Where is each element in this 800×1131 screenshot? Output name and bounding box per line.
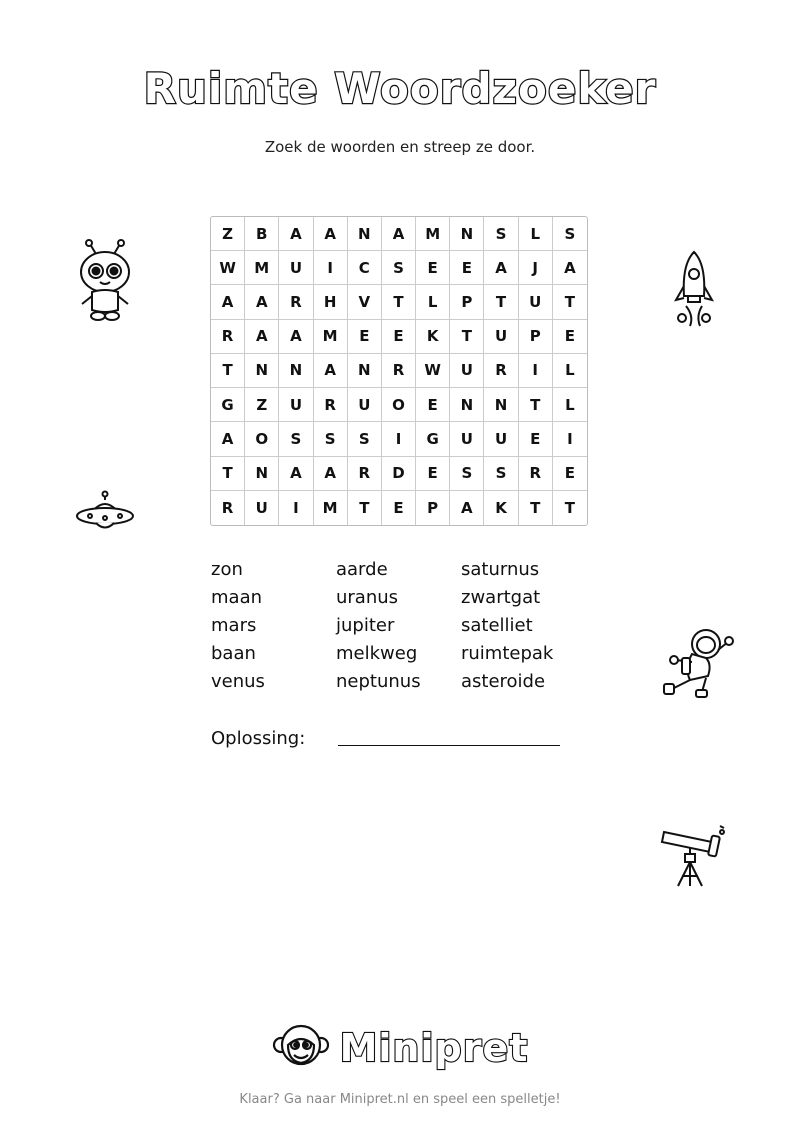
grid-cell[interactable]: M (416, 217, 450, 251)
grid-cell[interactable]: A (279, 217, 313, 251)
ufo-icon (74, 490, 136, 538)
grid-cell[interactable]: S (484, 457, 518, 491)
grid-cell[interactable]: S (348, 422, 382, 456)
grid-cell[interactable]: R (519, 457, 553, 491)
grid-cell[interactable]: W (416, 354, 450, 388)
grid-cell[interactable]: E (553, 320, 587, 354)
grid-cell[interactable]: I (519, 354, 553, 388)
grid-cell[interactable]: K (484, 491, 518, 525)
word-list-item: neptunus (336, 671, 421, 692)
grid-cell[interactable]: P (519, 320, 553, 354)
grid-cell[interactable]: E (382, 320, 416, 354)
grid-cell[interactable]: A (314, 354, 348, 388)
grid-cell[interactable]: K (416, 320, 450, 354)
grid-cell[interactable]: S (450, 457, 484, 491)
word-list-item: melkweg (336, 643, 418, 664)
grid-cell[interactable]: E (416, 251, 450, 285)
brand-name: Minipret (339, 1026, 529, 1070)
grid-cell[interactable]: G (211, 388, 245, 422)
grid-cell[interactable]: E (416, 388, 450, 422)
grid-cell[interactable]: E (450, 251, 484, 285)
grid-cell[interactable]: A (245, 285, 279, 319)
grid-cell[interactable]: A (245, 320, 279, 354)
grid-cell[interactable]: S (484, 217, 518, 251)
word-list-item: aarde (336, 559, 388, 580)
grid-cell[interactable]: C (348, 251, 382, 285)
grid-cell[interactable]: T (519, 388, 553, 422)
footer-text: Klaar? Ga naar Minipret.nl en speel een spelletje! (239, 1092, 561, 1107)
grid-cell[interactable]: E (519, 422, 553, 456)
word-list-item: satelliet (461, 615, 533, 636)
grid-cell[interactable]: Z (245, 388, 279, 422)
solution-label: Oplossing: (211, 728, 306, 749)
grid-cell[interactable]: M (314, 491, 348, 525)
grid-cell[interactable]: W (211, 251, 245, 285)
grid-cell[interactable]: U (484, 320, 518, 354)
grid-cell[interactable]: E (553, 457, 587, 491)
word-list-item: jupiter (336, 615, 395, 636)
grid-cell[interactable]: U (484, 422, 518, 456)
grid-cell[interactable]: U (279, 388, 313, 422)
grid-cell[interactable]: R (382, 354, 416, 388)
grid-cell[interactable]: V (348, 285, 382, 319)
word-list-item: ruimtepak (461, 643, 554, 664)
grid-cell[interactable]: U (519, 285, 553, 319)
grid-cell[interactable]: N (245, 457, 279, 491)
grid-cell[interactable]: L (553, 354, 587, 388)
grid-cell[interactable]: I (279, 491, 313, 525)
grid-cell[interactable]: A (553, 251, 587, 285)
grid-cell[interactable]: M (245, 251, 279, 285)
word-list-item: zon (211, 559, 243, 580)
grid-cell[interactable]: U (279, 251, 313, 285)
grid-cell[interactable]: S (279, 422, 313, 456)
grid-cell[interactable]: S (382, 251, 416, 285)
grid-cell[interactable]: A (279, 457, 313, 491)
grid-cell[interactable]: N (348, 217, 382, 251)
brand-logo (0, 1020, 800, 1076)
grid-cell[interactable]: A (382, 217, 416, 251)
grid-cell[interactable]: N (450, 217, 484, 251)
grid-cell[interactable]: A (314, 217, 348, 251)
grid-cell[interactable]: N (279, 354, 313, 388)
word-search-grid (210, 216, 588, 526)
grid-cell[interactable]: T (450, 320, 484, 354)
word-list-item: mars (211, 615, 257, 636)
grid-cell[interactable]: U (450, 422, 484, 456)
alien-icon (70, 238, 140, 324)
solution-row (211, 726, 571, 752)
grid-cell[interactable]: Z (211, 217, 245, 251)
grid-cell[interactable]: T (553, 285, 587, 319)
word-list-item: saturnus (461, 559, 540, 580)
grid-cell[interactable]: P (450, 285, 484, 319)
grid-cell[interactable]: T (211, 457, 245, 491)
astronaut-icon (656, 624, 734, 698)
grid-cell[interactable]: R (484, 354, 518, 388)
word-list (211, 558, 591, 693)
solution-answer-line (338, 745, 560, 746)
word-list-item: uranus (336, 587, 399, 608)
word-list-item: baan (211, 643, 256, 664)
grid-cell[interactable]: T (382, 285, 416, 319)
grid-cell[interactable]: I (314, 251, 348, 285)
grid-cell[interactable]: A (314, 457, 348, 491)
rocket-icon (668, 250, 720, 330)
grid-cell[interactable]: P (416, 491, 450, 525)
grid-cell[interactable]: T (484, 285, 518, 319)
word-list-item: maan (211, 587, 263, 608)
page-title: Ruimte Woordzoeker (143, 64, 657, 113)
page-subtitle: Zoek de woorden en streep ze door. (264, 138, 536, 156)
grid-cell[interactable]: L (519, 217, 553, 251)
grid-cell[interactable]: S (314, 422, 348, 456)
grid-cell[interactable]: E (348, 320, 382, 354)
grid-cell[interactable]: G (416, 422, 450, 456)
grid-cell[interactable]: A (484, 251, 518, 285)
grid-cell[interactable]: I (382, 422, 416, 456)
grid-cell[interactable]: O (245, 422, 279, 456)
grid-cell[interactable]: T (211, 354, 245, 388)
grid-cell[interactable]: L (416, 285, 450, 319)
grid-cell[interactable]: E (416, 457, 450, 491)
grid-cell[interactable]: I (553, 422, 587, 456)
grid-cell[interactable]: T (564, 498, 576, 517)
grid-cell[interactable]: N (450, 388, 484, 422)
grid-cell[interactable]: A (211, 422, 245, 456)
grid-cell[interactable]: H (314, 285, 348, 319)
grid-cell[interactable]: A (211, 285, 245, 319)
grid-cell[interactable]: N (484, 388, 518, 422)
grid-cell[interactable]: N (245, 354, 279, 388)
grid-cell[interactable]: T (348, 491, 382, 525)
grid-cell[interactable]: D (382, 457, 416, 491)
grid-cell[interactable]: O (382, 388, 416, 422)
monkey-icon (272, 1023, 330, 1073)
grid-cell[interactable]: M (314, 320, 348, 354)
grid-cell[interactable]: U (245, 491, 279, 525)
grid-cell[interactable]: R (211, 491, 245, 525)
grid-cell[interactable]: R (279, 285, 313, 319)
grid-cell[interactable]: T (519, 491, 553, 525)
grid-cell[interactable]: R (211, 320, 245, 354)
grid-cell[interactable]: E (382, 491, 416, 525)
word-list-item: zwartgat (461, 587, 541, 608)
grid-cell[interactable]: L (553, 388, 587, 422)
grid-cell[interactable]: S (553, 217, 587, 251)
grid-cell[interactable]: A (279, 320, 313, 354)
word-list-item: venus (211, 671, 265, 692)
grid-cell[interactable]: R (348, 457, 382, 491)
grid-cell[interactable]: R (314, 388, 348, 422)
grid-cell[interactable]: B (245, 217, 279, 251)
word-list-item: asteroide (461, 671, 546, 692)
grid-cell[interactable]: J (519, 251, 553, 285)
grid-cell[interactable]: U (348, 388, 382, 422)
grid-cell[interactable]: U (450, 354, 484, 388)
telescope-icon (660, 822, 728, 888)
grid-cell[interactable]: A (450, 491, 484, 525)
grid-cell[interactable]: N (348, 354, 382, 388)
